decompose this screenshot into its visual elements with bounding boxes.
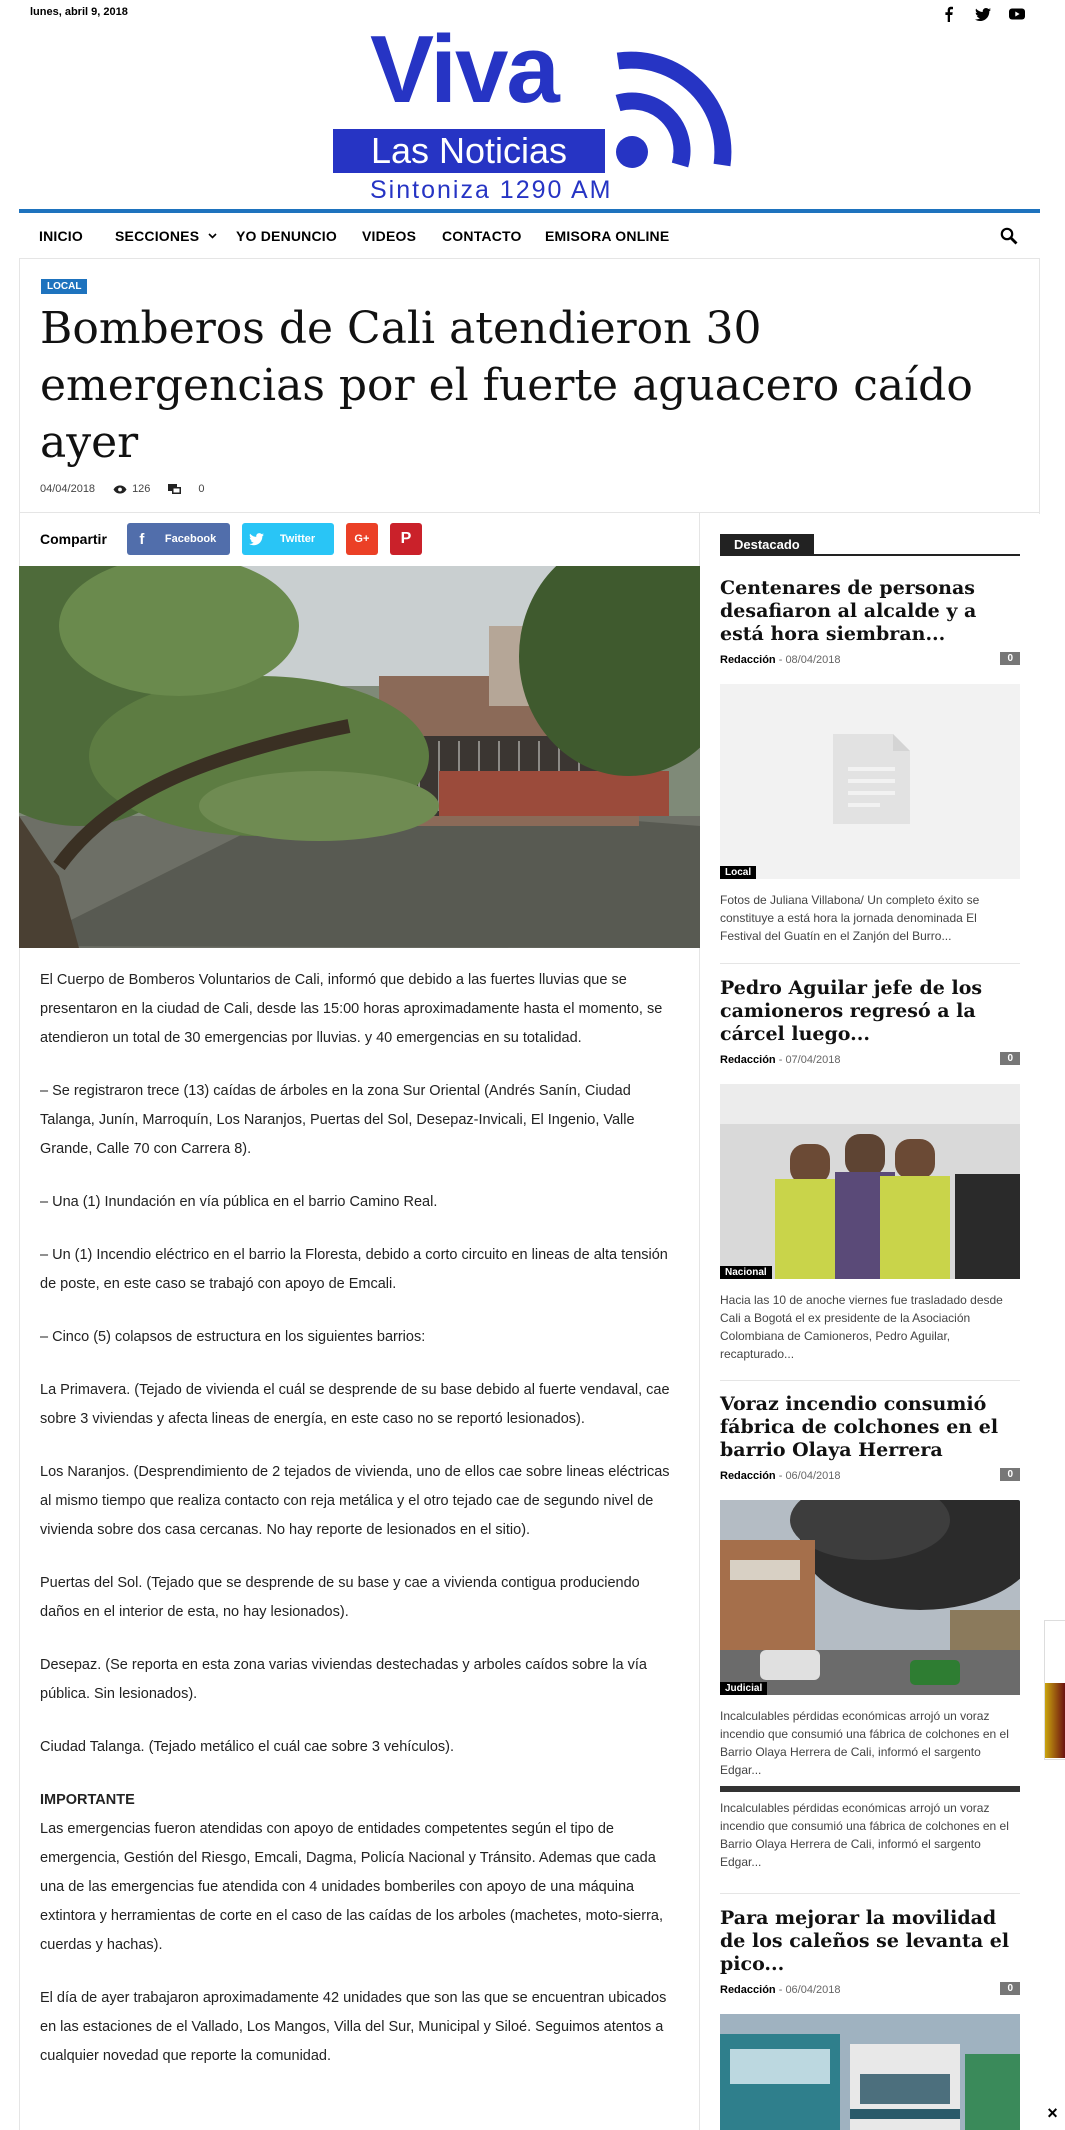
share-bar [40,523,434,555]
site-logo[interactable] [330,16,740,211]
nav-item-secciones-label: SECCIONES [115,228,200,244]
nav-item-emisora-online[interactable]: EMISORA ONLINE [545,228,670,244]
nav-item-secciones[interactable] [115,228,217,244]
important-heading: IMPORTANTE [40,1792,135,1808]
views-value: 126 [132,483,151,495]
post-date: 06/04/2018 [785,1470,841,1482]
article-paragraph: Desepaz. (Se reporta en esta zona varias viviendas destechadas y arboles caídos sobre la vía pública. Sin lesionados). [40,1657,647,1702]
comment-count-badge[interactable]: 0 [1000,1982,1020,1995]
article-paragraph: Los Naranjos. (Desprendimiento de 2 tejados de vivienda, uno de ellos cae sobre lineas eléctricas al mismo tiempo que realiza contacto con reja metálica y el otro tejado cae de segundo nivel de vivienda sobre dos casa cercanas. No hay reporte de lesionados en el sitio). [40,1464,670,1538]
sidebar-post-meta: Redacción - 07/04/2018 0 [720,1054,1020,1074]
sidebar-heading: Destacado [720,534,814,556]
slide-in-panel[interactable] [1044,1620,1065,1760]
comments-count[interactable] [168,483,204,495]
share-facebook-label: Facebook [164,533,217,545]
article-paragraph: Las emergencias fueron atendidas con apoyo de entidades competentes según el tipo de emergencia, Gestión del Riesgo, Emcali, Dagma, Policía Nacional y Tránsito. Ademas que cada una de las emergencias fue atendida con 4 unidades bomberiles con apoyo de una máquina extintora y herramientas de corte en el caso de las caídas de los arboles (machetes, moto-sierra, cuerdas y hachas). [40,1821,663,1953]
post-date: 06/04/2018 [785,1984,841,1996]
sidebar-post-title[interactable]: Pedro Aguilar jefe de los camioneros regresó a la cárcel luego... [720,977,983,1045]
comment-icon [168,484,181,495]
sidebar-post-excerpt-duplicate [720,1799,1020,1871]
sidebar-post-title[interactable]: Voraz incendio consumió fábrica de colchones en el barrio Olaya Herrera [720,1393,999,1461]
sidebar-post [720,577,1020,945]
share-googleplus-button[interactable] [346,523,378,555]
logo-viva-text: Viva [370,16,558,123]
post-category-badge[interactable]: Judicial [720,1682,767,1695]
sidebar-separator [720,963,1020,964]
image-overlap-strip [720,1786,1020,1792]
sidebar-post-excerpt: Incalculables pérdidas económicas arrojó un voraz incendio que consumió una fábrica de colchones en el Barrio Olaya Herrera de Cali, informó el sargento Edgar... [720,1801,1009,1869]
sidebar-post-image[interactable] [720,684,1020,879]
logo-tagline: Sintoniza 1290 AM [370,176,613,204]
page-title: Bomberos de Cali atendieron 30 emergencias por el fuerte aguacero caído ayer [40,303,973,468]
sidebar-separator [720,1380,1020,1381]
category-badge[interactable]: LOCAL [41,279,87,294]
chevron-down-icon [208,233,217,239]
post-author[interactable]: Redacción [720,1984,776,1996]
sidebar-post [720,977,1020,1363]
sidebar-post-title[interactable]: Para mejorar la movilidad de los caleños se levanta el pico... [720,1907,1010,1975]
post-author[interactable]: Redacción [720,1054,776,1066]
article-paragraph: – Se registraron trece (13) caídas de árboles en la zona Sur Oriental (Andrés Sanín, Ciudad Talanga, Junín, Marroquín, Los Naranjos, Puertas del Sol, Desepaz-Invicali, El Ingenio, Valle Grande, Calle 70 con Carrera 8). [40,1083,635,1157]
current-date: lunes, abril 9, 2018 [30,6,128,18]
share-facebook-button[interactable] [127,523,230,555]
article-paragraph: El día de ayer trabajaron aproximadamente 42 unidades que son las que se encuentran ubicados en las estaciones de el Vallado, Los Mangos, Villa del Sur, Municipal y Siloé. Seguimos atentos a cualquier novedad que reporte la comunidad. [40,1990,667,2064]
article-paragraph: La Primavera. (Tejado de vivienda el cuál se desprende de su base debido al fuerte vendaval, cae sobre 3 viviendas y afecta lineas de energía, en este caso no se reportó lesionados). [40,1382,670,1427]
eye-icon [113,485,127,494]
main-nav [19,209,1040,259]
sidebar-post [720,1907,1020,2130]
nav-item-videos[interactable]: VIDEOS [362,228,417,244]
sidebar-separator [720,1893,1020,1894]
sidebar-post-excerpt: Fotos de Juliana Villabona/ Un completo éxito se constituye a está hora la jornada denominada El Festival del Guatín en el Zanjón del Burro... [720,893,980,943]
sidebar-post-excerpt: Incalculables pérdidas económicas arrojó un voraz incendio que consumió una fábrica de colchones en el Barrio Olaya Herrera de Cali, informó el sargento Edgar... [720,1709,1009,1777]
nav-item-contacto[interactable]: CONTACTO [442,228,522,244]
placeholder-document-icon [720,684,1020,879]
article-body [40,966,680,2095]
social-links [941,6,1025,22]
views-count [113,483,150,495]
sidebar-post-image[interactable] [720,1500,1020,1695]
share-pinterest-button[interactable] [390,523,422,555]
article-date: 04/04/2018 [40,483,96,495]
post-date: 08/04/2018 [785,654,841,666]
comment-count-badge[interactable]: 0 [1000,1468,1020,1481]
logo-noticias-text: Las Noticias [370,130,568,171]
share-twitter-label: Twitter [279,533,316,545]
facebook-icon[interactable] [941,6,957,22]
article-paragraph: Puertas del Sol. (Tejado que se desprende de su base y cae a vivienda contigua produciendo daños en el interior de esta, no hay lesionados). [40,1575,640,1620]
pinterest-icon: P [400,530,412,547]
article-paragraph: – Una (1) Inundación en vía pública en el barrio Camino Real. [40,1194,438,1210]
post-date: 07/04/2018 [785,1054,841,1066]
radio-waves-icon [608,41,743,176]
post-author[interactable]: Redacción [720,654,776,666]
sidebar-post-title[interactable]: Centenares de personas desafiaron al alcalde y a está hora siembran... [720,577,977,645]
youtube-icon[interactable] [1009,6,1025,22]
sidebar-post [720,1393,1020,1779]
comments-value: 0 [198,483,205,495]
nav-item-inicio[interactable]: INICIO [39,228,83,244]
article-paragraph: – Cinco (5) colapsos de estructura en los siguientes barrios: [40,1329,426,1345]
close-icon[interactable]: × [1047,2103,1058,2123]
sidebar-post-image[interactable] [720,2014,1020,2130]
facebook-icon: f [139,530,145,548]
twitter-icon [242,523,272,555]
nav-item-yo-denuncio[interactable]: YO DENUNCIO [236,228,337,244]
post-category-badge[interactable]: Nacional [720,1266,772,1279]
share-twitter-button[interactable] [242,523,334,555]
comment-count-badge[interactable]: 0 [1000,652,1020,665]
header-divider [19,512,1040,513]
article-paragraph: – Un (1) Incendio eléctrico en el barrio la Floresta, debido a corto circuito en lineas de alta tensión de poste, en este caso se trabajó con apoyo de Emcali. [40,1247,668,1292]
sidebar-post-meta: Redacción - 06/04/2018 0 [720,1470,1020,1490]
slide-in-thumbnail [1045,1683,1065,1758]
article-paragraph: El Cuerpo de Bomberos Voluntarios de Cali, informó que debido a las fuertes lluvias que se presentaron en la ciudad de Cali, desde las 15:00 horas aproximadamente hasta el momento, se atendieron un total de 30 emergencias por lluvias. y 40 emergencias en su totalidad. [40,972,663,1046]
sidebar-post-image[interactable] [720,1084,1020,1279]
googleplus-icon: G+ [354,533,370,545]
sidebar-heading-line [720,554,1020,556]
sidebar-post-excerpt: Hacia las 10 de anoche viernes fue trasladado desde Cali a Bogotá el ex presidente de la Asociación Colombiana de Camioneros, Pedro Aguilar, recapturado... [720,1293,1003,1361]
share-label: Compartir [40,531,107,547]
post-category-badge[interactable]: Local [720,866,756,879]
twitter-icon[interactable] [975,6,991,22]
post-author[interactable]: Redacción [720,1470,776,1482]
sidebar-post-meta: Redacción - 06/04/2018 0 [720,1984,1020,2004]
article-paragraph: Ciudad Talanga. (Tejado metálico el cuál cae sobre 3 vehículos). [40,1739,455,1755]
article-meta [40,483,205,495]
sidebar-post-meta: Redacción - 08/04/2018 0 [720,654,1020,674]
article-featured-image [19,566,700,948]
comment-count-badge[interactable]: 0 [1000,1052,1020,1065]
search-icon[interactable] [1000,227,1018,245]
